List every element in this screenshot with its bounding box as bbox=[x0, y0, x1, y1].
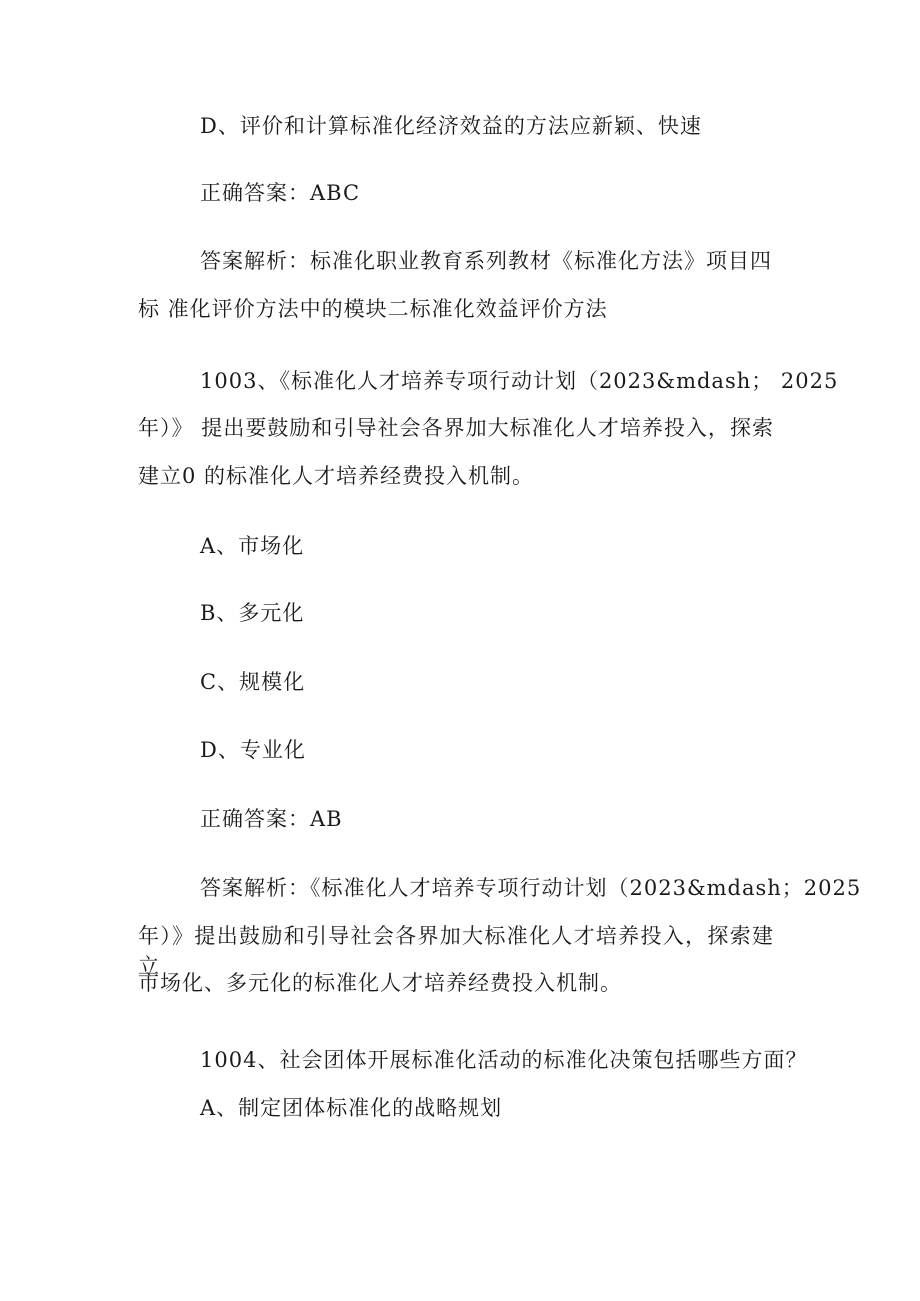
q1003-question-line3: 建立0 的标准化人才培养经费投入机制。 bbox=[138, 464, 535, 488]
q1003-explanation-line2: 年）》提出鼓励和引导社会各界加大标准化人才培养投入，探索建立 bbox=[138, 924, 774, 978]
q1004-question: 1004、社会团体开展标准化活动的标准化决策包括哪些方面？ bbox=[200, 1048, 808, 1072]
q1003-option-a: A、市场化 bbox=[200, 534, 305, 558]
q1003-answer: 正确答案：AB bbox=[200, 807, 343, 831]
q1003-option-d: D、专业化 bbox=[200, 738, 306, 762]
q1004-option-a: A、制定团体标准化的战略规划 bbox=[200, 1096, 503, 1120]
q1002-explanation-line1: 答案解析：标准化职业教育系列教材《标准化方法》项目四 bbox=[200, 249, 772, 273]
q1002-answer: 正确答案：ABC bbox=[200, 181, 361, 205]
q1003-question-line2: 年）》 提出要鼓励和引导社会各界加大标准化人才培养投入，探索 bbox=[138, 416, 774, 440]
q1003-question-line1: 1003、《标准化人才培养专项行动计划（2023&mdash； 2025 bbox=[200, 369, 839, 393]
q1002-option-d: D、评价和计算标准化经济效益的方法应新颖、快速 bbox=[200, 114, 702, 138]
q1003-explanation-line3: 市场化、多元化的标准化人才培养经费投入机制。 bbox=[138, 971, 622, 995]
q1003-explanation-line1: 答案解析：《标准化人才培养专项行动计划（2023&mdash；2025 bbox=[200, 876, 862, 900]
q1002-explanation-line2: 标 准化评价方法中的模块二标准化效益评价方法 bbox=[138, 297, 608, 321]
q1003-option-b: B、多元化 bbox=[200, 601, 305, 625]
q1003-option-c: C、规模化 bbox=[200, 670, 306, 694]
